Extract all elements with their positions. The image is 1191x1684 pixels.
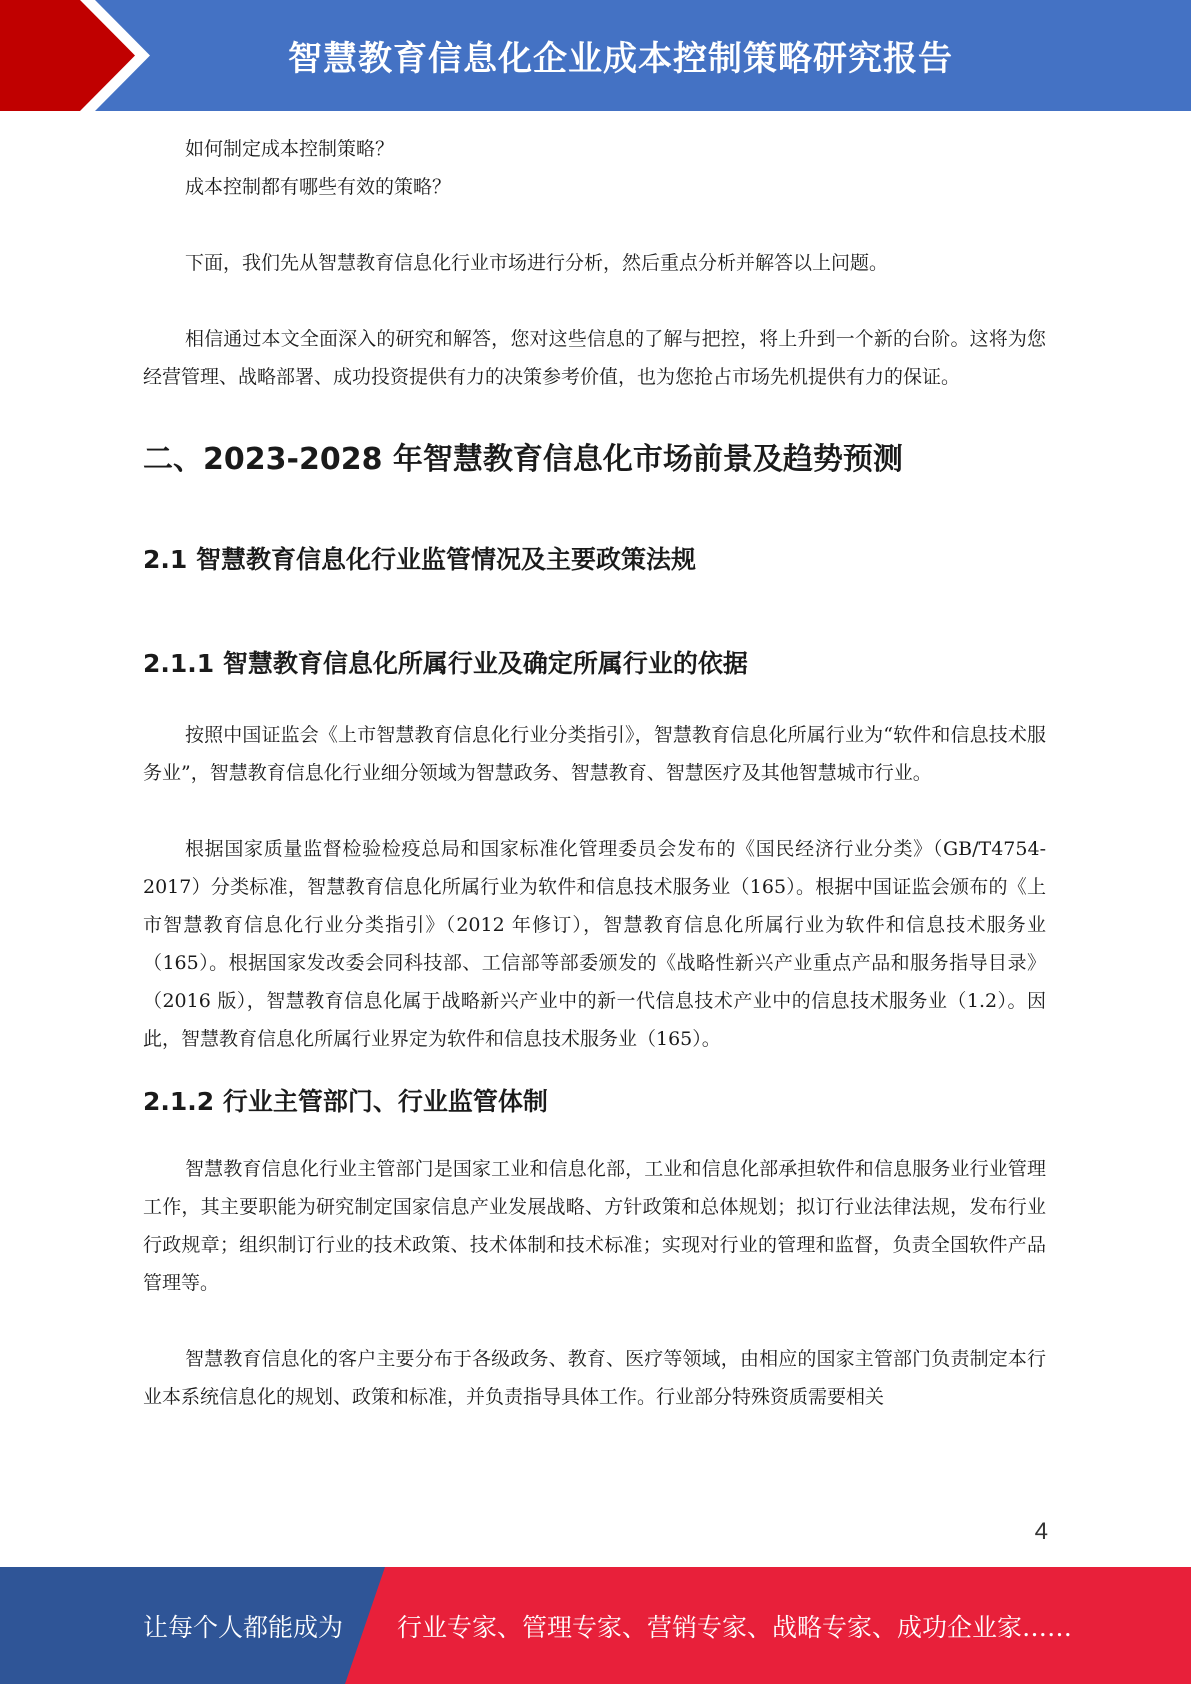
paragraph-intro: 下面，我们先从智慧教育信息化行业市场进行分析，然后重点分析并解答以上问题。 xyxy=(185,252,889,274)
chapter-heading: 二、2023-2028 年智慧教育信息化市场前景及趋势预测 xyxy=(143,442,903,477)
footer-slogan-right: 行业专家、管理专家、营销专家、战略专家、成功企业家…… xyxy=(397,1612,1073,1642)
paragraph-question-1: 如何制定成本控制策略？ xyxy=(185,138,395,160)
section-heading-2-1: 2.1 智慧教育信息化行业监管情况及主要政策法规 xyxy=(143,545,696,574)
paragraph-question-2: 成本控制都有哪些有效的策略？ xyxy=(185,176,452,198)
page-number: 4 xyxy=(1034,1518,1048,1545)
section-heading-2-1-2: 2.1.2 行业主管部门、行业监管体制 xyxy=(143,1087,548,1116)
header-arrow-decoration xyxy=(0,0,160,111)
page-footer xyxy=(0,1567,1191,1684)
paragraph-customers: 智慧教育信息化的客户主要分布于各级政务、教育、医疗等领域，由相应的国家主管部门负责制定本行业本系统信息化的规划、政策和标准，并负责指导具体工作。行业部分特殊资质需要相关 xyxy=(143,1348,1046,1408)
section-heading-2-1-1: 2.1.1 智慧教育信息化所属行业及确定所属行业的依据 xyxy=(143,649,748,678)
header-title: 智慧教育信息化企业成本控制策略研究报告 xyxy=(288,39,953,79)
paragraph-value: 相信通过本文全面深入的研究和解答，您对这些信息的了解与把控，将上升到一个新的台阶。这将为您经营管理、战略部署、成功投资提供有力的决策参考价值，也为您抢占市场先机提供有力的保证。 xyxy=(143,328,1046,388)
paragraph-authority: 智慧教育信息化行业主管部门是国家工业和信息化部，工业和信息化部承担软件和信息服务业行业管理工作，其主要职能为研究制定国家信息产业发展战略、方针政策和总体规划；拟订行业法律法规，发布行业行政规章；组织制订行业的技术政策、技术体制和技术标准；实现对行业的管理和监督，负责全国软件产品管理等。 xyxy=(143,1158,1046,1294)
paragraph-classification-basis: 根据国家质量监督检验检疫总局和国家标准化管理委员会发布的《国民经济行业分类》（GB/T4754-2017）分类标准，智慧教育信息化所属行业为软件和信息技术服务业（165）。根据中国证监会颁布的《上市智慧教育信息化行业分类指引》（2012 年修订），智慧教育信息化所属行业为软件和信息技术服务业（165）。根据国家发改委会同科技部、工信部等部委颁发的《战略性新兴产业重点产品和服务指导目录》（2016 版），智慧教育信息化属于战略新兴产业中的新一代信息技术产业中的信息技术服务业（1.2）。因此，智慧教育信息化所属行业界定为软件和信息技术服务业（165）。 xyxy=(143,838,1046,1050)
page-header xyxy=(0,0,1191,111)
footer-slogan-left: 让每个人都能成为 xyxy=(143,1612,344,1642)
document-body xyxy=(143,130,1046,1416)
paragraph-industry-classification: 按照中国证监会《上市智慧教育信息化行业分类指引》，智慧教育信息化所属行业为“软件和信息技术服务业”，智慧教育信息化行业细分领域为智慧政务、智慧教育、智慧医疗及其他智慧城市行业。 xyxy=(143,724,1046,784)
